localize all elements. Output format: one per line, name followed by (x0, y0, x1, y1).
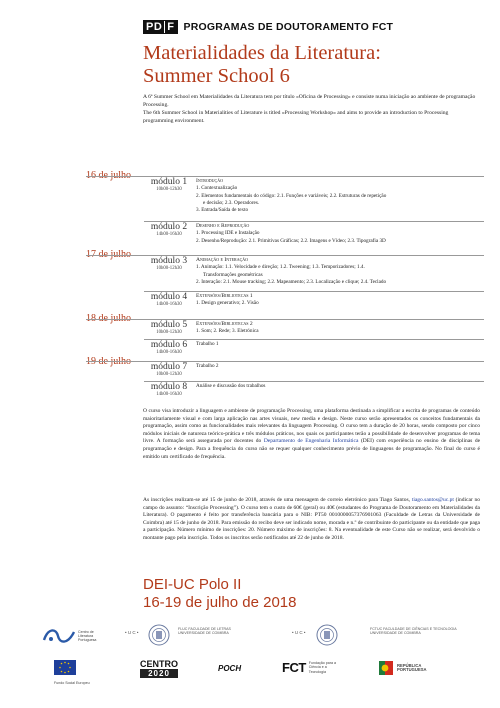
module-content: Animação e Interação 1. Animação: 1.1. Velocidade e direção; 1.2. Tweening; 1.3. Temporizadores; 1.4. Transformações geométricas 2. Interação: 2.1. Mouse tracking; 2.2. Mapeamento; 2.3. Localização e clique; 2.4. Teclado (196, 257, 387, 285)
uc-seal-icon (148, 624, 170, 651)
portugal-shield-icon (378, 660, 394, 676)
module-content: Trabalho 2 (196, 363, 219, 369)
uc-letters: • U C • (292, 630, 306, 635)
day-label: 18 de julho (86, 313, 131, 324)
module-header: módulo 1 10h00-12h30 (150, 177, 188, 192)
intro-en: The 6th Summer School in Materialities of Literature is titled «Processing Workshop» and aims to provide an introduction to Processing programming environment. (143, 110, 449, 124)
day-label: 19 de julho (86, 356, 131, 367)
module-content: Extensões/Bibliotecas 1 1. Design generativo; 2. Visão (196, 293, 259, 307)
venue-date: DEI-UC Polo II 16-19 de julho de 2018 (143, 576, 297, 611)
course-description: O curso visa introduzir a linguagem e ambiente de programação Processing, uma plataforma destinada a simplificar a escrita de programas de conteúdo maioritariamente visual e com larga aplicação nas artes visuais, new media e design. Neste curso serão apresentados os conceitos fundamentais da programação, assim como as funcionalidades mais relevantes da linguagem Processing. O curso tem a duração de 20 horas, sendo composto por cinco módulos iniciais de natureza teórico-prática e três módulos práticos, nos quais os participantes terão a possibilidade de desenvolver programas de tema livre. A formação será assegurada por docentes do Departamento de Engenharia Informática (DEI) com experiência no ensino de disciplinas de programação e design. Para a frequência do curso não se requer qualquer conhecimento prévio de linguagens de programação. No final do curso é emitido um certificado de frequência. (143, 408, 481, 460)
day-label: 17 de julho (86, 249, 131, 260)
program-logo (143, 18, 393, 35)
day-label: 16 de julho (86, 170, 131, 181)
pdf-logo: PD F (143, 20, 178, 34)
fct-logo: FCT Fundação para a Ciência e a Tecnologia (282, 660, 336, 675)
module-header: módulo 3 10h00-12h30 (150, 256, 188, 271)
eu-flag: Fundo Social Europeu (54, 660, 90, 685)
dei-link[interactable]: Departamento de Engenharia Informática (263, 438, 359, 445)
module-content: Extensões/Bibliotecas 2 1. Som; 2. Rede; 3. Eletrónica (196, 321, 259, 335)
program-name: PROGRAMAS DE DOUTORAMENTO FCT (183, 20, 394, 33)
module-content: Introdução 1. Contextualização 2. Elementos fundamentais do código: 2.1. Funções e variáveis; 2.2. Estruturas de repetição e decisão; 2.3. Operadores. 3. Entrada/Saída de texto (196, 178, 387, 214)
page-title: Materialidades da Literatura: Summer School 6 (143, 42, 381, 87)
clp-mark-icon (42, 626, 76, 646)
module-header: módulo 2 14h00-16h30 (150, 222, 188, 237)
centro-2020-logo: CENTRO 2020 (140, 659, 178, 678)
module-content: Análise e discussão dos trabalhos (196, 383, 266, 389)
email-link[interactable]: tiago.santos@uc.pt (411, 497, 454, 503)
module-header: módulo 4 14h00-16h30 (150, 292, 188, 307)
module-content: Trabalho 1 (196, 341, 219, 347)
module-header: módulo 8 14h00-16h30 (150, 382, 188, 397)
module-header: módulo 7 10h00-12h30 (150, 362, 188, 377)
fctuc-label: FCTUC FACULDADE DE CIÊNCIAS E TECNOLOGIA UNIVERSIDADE DE COIMBRA (370, 627, 457, 636)
clp-logo: Centro de Literatura Portuguesa (42, 626, 108, 646)
eu-flag-icon (54, 660, 76, 675)
module-header: módulo 5 10h00-12h30 (150, 320, 188, 335)
registration-info: As inscrições realizam-se até 15 de junho de 2018, através de uma mensagem de correio eletrónico para Tiago Santos, tiago.santos@uc.pt (indicar no campo do assunto: “Inscrição Processing”). O curso tem o custo de 60€ (geral) ou 40€ (estudantes do Programa de Doutoramento em Materialidades da Literatura). O pagamento é feito por transferência bancária para o NIB: PT50 0010000057376901063 (Faculdade de Letras da Universidade de Coimbra) até 15 de junho de 2018. Para emissão do recibo deve ser indicado nome, morada e n.º de contribuinte do participante ou da entidade que paga a participação. Número mínimo de inscrições: 20. Número máximo de inscrições: 8. Na eventualidade de este Curso não se realizar, será devolvido o montante pago pela inscrição. Todos os inscritos serão notificados até 22 de junho de 2018. (143, 497, 481, 541)
poch-logo: POCH (218, 664, 242, 673)
fluc-label: FLUC FACULDADE DE LETRAS UNIVERSIDADE DE COIMBRA (178, 627, 231, 636)
uc-letters: • U C • (125, 630, 139, 635)
module-content: Desenho e Reprodução 1. Processing IDE e Instalação 2. Desenho/Reprodução: 2.1. Primitivas Gráficas; 2.2. Imagens e Vídeo; 2.3. Tipografia 3D (196, 223, 386, 244)
module-header: módulo 6 14h00-16h30 (150, 340, 188, 355)
uc-seal-icon (316, 624, 338, 651)
republica-portuguesa-logo: REPÚBLICA PORTUGUESA (378, 660, 441, 676)
intro-pt: A 6ª Summer School em Materialidades da Literatura tem por título «Oficina de Processing» e consiste numa iniciação ao ambiente de programação Processing. (143, 94, 476, 108)
